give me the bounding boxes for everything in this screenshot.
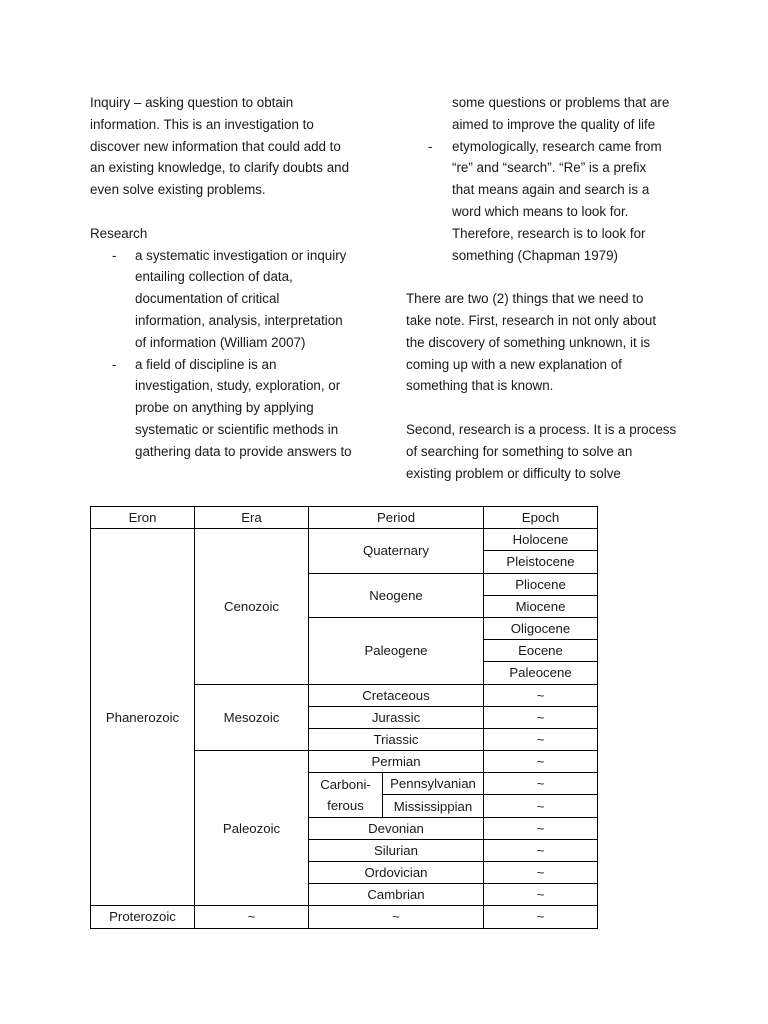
text-line: the discovery of something unknown, it is — [406, 334, 651, 350]
research-heading: Research — [90, 225, 148, 241]
text-line: aimed to improve the quality of life — [452, 116, 656, 132]
header-eon: Eron — [91, 507, 195, 529]
era-cell: Mesozoic — [195, 684, 309, 751]
process-paragraph — [406, 419, 696, 484]
epoch-cell: ~ — [484, 839, 598, 861]
epoch-cell: Oligocene — [484, 617, 598, 639]
epoch-cell: ~ — [484, 817, 598, 839]
epoch-cell: ~ — [484, 728, 598, 750]
text-line: etymologically, research came from — [452, 138, 662, 154]
header-period: Period — [309, 507, 484, 529]
text-line: even solve existing problems. — [90, 182, 266, 198]
text-line: gathering data to provide answers to — [135, 443, 352, 459]
text-line: something (Chapman 1979) — [452, 247, 618, 263]
text-line: word which means to look for. — [452, 203, 629, 219]
text-line: that means again and search is a — [452, 182, 650, 198]
epoch-cell: ~ — [484, 884, 598, 906]
period-cell: Neogene — [309, 573, 484, 617]
text-line: probe on anything by applying — [135, 400, 314, 416]
period-cell: Triassic — [309, 728, 484, 750]
epoch-cell: Holocene — [484, 529, 598, 551]
period-cell: Silurian — [309, 839, 484, 861]
text-line: information, analysis, interpretation — [135, 312, 343, 328]
text-line: a systematic investigation or inquiry — [135, 247, 347, 263]
epoch-cell: ~ — [484, 706, 598, 728]
text-line: documentation of critical — [135, 291, 280, 307]
bullet-continuation — [406, 92, 696, 136]
eon-cell: Phanerozoic — [91, 529, 195, 906]
period-cell: Devonian — [309, 817, 484, 839]
bullet-dash: - — [112, 356, 117, 372]
carboniferous-line-2: ferous — [327, 797, 364, 813]
text-line: coming up with a new explanation of — [406, 356, 622, 372]
header-epoch: Epoch — [484, 507, 598, 529]
period-cell: ~ — [309, 906, 484, 928]
text-line: something that is known. — [406, 378, 554, 394]
epoch-cell: Paleocene — [484, 662, 598, 684]
text-line: “re” and “search”. “Re” is a prefix — [452, 160, 647, 176]
period-cell: Quaternary — [309, 529, 484, 573]
text-line: an existing knowledge, to clarify doubts and — [90, 160, 350, 176]
table-row — [91, 906, 598, 928]
text-line: of information (William 2007) — [135, 334, 306, 350]
text-line: systematic or scientific methods in — [135, 421, 339, 437]
text-line: of searching for something to solve an — [406, 443, 633, 459]
period-cell: Ordovician — [309, 862, 484, 884]
period-cell: Jurassic — [309, 706, 484, 728]
text-line: a field of discipline is an — [135, 356, 277, 372]
table-header-row — [91, 507, 598, 529]
period-cell: Cretaceous — [309, 684, 484, 706]
bullet-dash: - — [112, 247, 117, 263]
era-cell: Cenozoic — [195, 529, 309, 684]
bullet-item — [406, 136, 696, 267]
text-line: entailing collection of data, — [135, 269, 293, 285]
left-column — [90, 92, 370, 463]
era-cell: ~ — [195, 906, 309, 928]
epoch-cell: ~ — [484, 773, 598, 795]
text-line: There are two (2) things that we need to — [406, 291, 644, 307]
carboniferous-cell — [309, 773, 383, 817]
note-paragraph — [406, 288, 696, 397]
header-era: Era — [195, 507, 309, 529]
epoch-cell: ~ — [484, 906, 598, 928]
text-line: discover new information that could add to — [90, 138, 341, 154]
era-cell: Paleozoic — [195, 751, 309, 906]
text-line: Inquiry – asking question to obtain — [90, 95, 294, 110]
text-line: Therefore, research is to look for — [452, 225, 646, 241]
inquiry-paragraph — [90, 92, 370, 201]
geologic-time-table — [90, 506, 598, 929]
epoch-cell: Pleistocene — [484, 551, 598, 573]
bullet-item — [90, 354, 370, 463]
epoch-cell: ~ — [484, 684, 598, 706]
period-cell: Paleogene — [309, 617, 484, 684]
right-column — [406, 92, 696, 484]
table-row — [91, 529, 598, 551]
period-cell: Cambrian — [309, 884, 484, 906]
text-line: Second, research is a process. It is a process — [406, 421, 677, 437]
epoch-cell: Pliocene — [484, 573, 598, 595]
text-line: take note. First, research in not only about — [406, 312, 657, 328]
text-line: existing problem or difficulty to solve — [406, 465, 621, 481]
epoch-cell: ~ — [484, 862, 598, 884]
subperiod-cell: Pennsylvanian — [383, 773, 484, 795]
text-line: some questions or problems that are — [452, 95, 670, 110]
carboniferous-line-1: Carboni- — [320, 776, 371, 792]
text-line: information. This is an investigation to — [90, 116, 314, 132]
epoch-cell: Eocene — [484, 640, 598, 662]
epoch-cell: ~ — [484, 795, 598, 817]
period-cell: Permian — [309, 751, 484, 773]
subperiod-cell: Mississippian — [383, 795, 484, 817]
bullet-dash: - — [428, 138, 433, 154]
bullet-item — [90, 245, 370, 354]
epoch-cell: Miocene — [484, 595, 598, 617]
epoch-cell: ~ — [484, 751, 598, 773]
text-line: investigation, study, exploration, or — [135, 378, 341, 394]
eon-cell: Proterozoic — [91, 906, 195, 928]
